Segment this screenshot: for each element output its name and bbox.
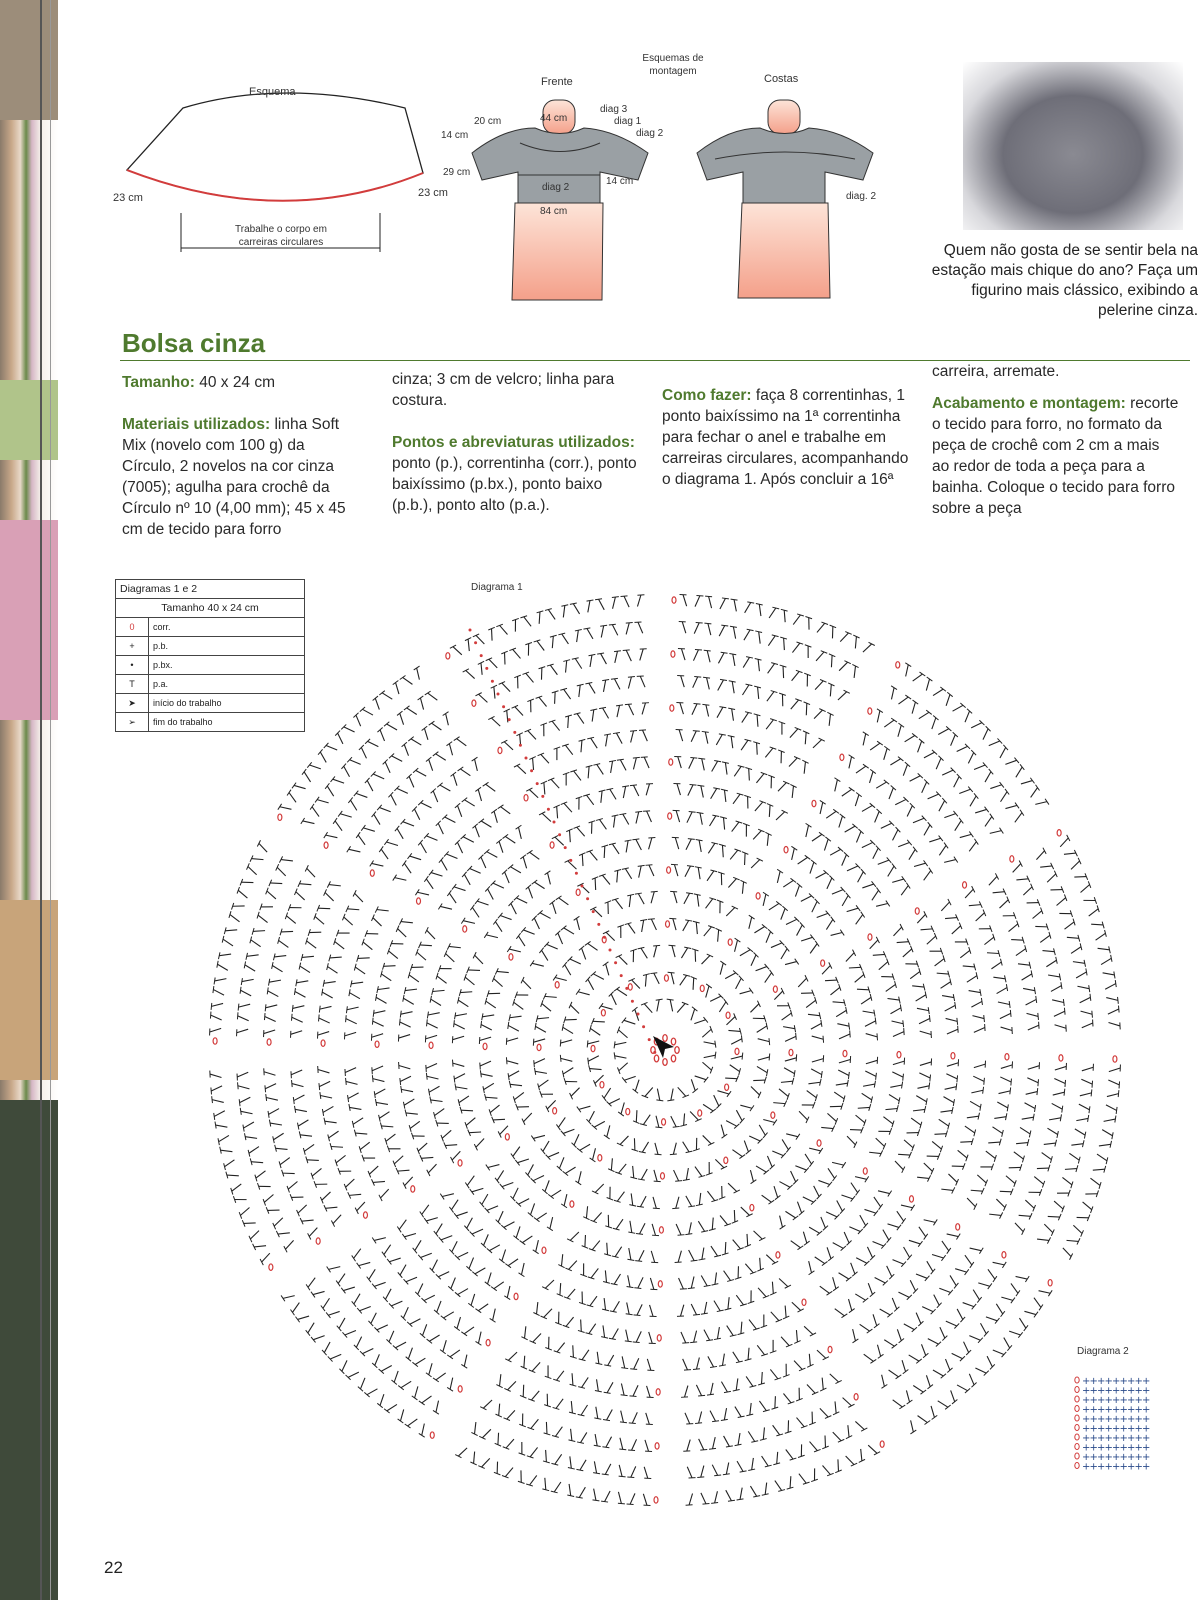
col4-cont-text: carreira, arremate. — [932, 363, 1060, 380]
svg-text:+: + — [1142, 1376, 1151, 1387]
svg-text:+: + — [1134, 1414, 1143, 1425]
label-diag3: diag 3 — [600, 104, 628, 115]
svg-text:+: + — [1134, 1442, 1143, 1454]
svg-text:+: + — [1104, 1442, 1113, 1454]
svg-text:+: + — [1089, 1452, 1098, 1463]
svg-text:+: + — [1089, 1442, 1098, 1454]
svg-text:+: + — [1127, 1414, 1136, 1425]
photo-caption: Quem não gosta de se sentir bela na estação mais chique do ano? Faça um figurino mais clássico, exibindo a pelerine cinza. — [931, 242, 1198, 319]
page-number: 22 — [104, 1558, 123, 1577]
svg-text:+: + — [1104, 1395, 1113, 1406]
svg-text:+: + — [1112, 1461, 1121, 1473]
legend-label-start: início do trabalho — [149, 694, 305, 713]
svg-text:+: + — [1142, 1433, 1151, 1444]
svg-text:+: + — [1097, 1433, 1106, 1444]
svg-text:+: + — [1142, 1452, 1151, 1463]
svg-text:+: + — [1104, 1414, 1113, 1425]
svg-text:+: + — [1089, 1376, 1098, 1387]
svg-text:+: + — [1142, 1414, 1151, 1425]
svg-text:+: + — [1127, 1423, 1136, 1435]
svg-text:+: + — [1097, 1395, 1106, 1406]
stitches-label: Pontos e abreviaturas utilizados: — [392, 434, 635, 451]
assembly-title: Esquemas de montagem — [642, 53, 704, 77]
legend-title: Diagramas 1 e 2 — [116, 580, 305, 599]
svg-text:+: + — [1104, 1433, 1113, 1444]
svg-text:+: + — [1104, 1385, 1113, 1397]
svg-text:+: + — [1097, 1452, 1106, 1463]
label-back-diag2: diag. 2 — [846, 191, 877, 202]
svg-text:+: + — [1119, 1452, 1128, 1463]
svg-text:+: + — [1089, 1461, 1098, 1473]
svg-text:+: + — [1112, 1442, 1121, 1454]
size-value: 40 x 24 cm — [194, 374, 276, 391]
svg-text:+: + — [1134, 1433, 1143, 1444]
svg-text:+: + — [1142, 1395, 1151, 1406]
svg-text:+: + — [1082, 1433, 1091, 1444]
svg-text:+: + — [1082, 1385, 1091, 1397]
svg-text:+: + — [1104, 1376, 1113, 1387]
svg-text:+: + — [1119, 1385, 1128, 1397]
svg-text:+: + — [1082, 1395, 1091, 1406]
svg-text:+: + — [1127, 1461, 1136, 1473]
article-col-2 — [392, 369, 642, 516]
svg-text:+: + — [1112, 1404, 1121, 1416]
svg-text:+: + — [1097, 1414, 1106, 1425]
svg-text:+: + — [1112, 1385, 1121, 1397]
svg-text:+: + — [1134, 1461, 1143, 1473]
svg-text:+: + — [1082, 1442, 1091, 1454]
svg-text:+: + — [1127, 1395, 1136, 1406]
binding-line — [50, 0, 51, 1600]
materials-text: linha Soft Mix (novelo com 100 g) da Círculo, 2 novelos na cor cinza (7005); agulha para crochê da Círculo nº 10 (4,00 mm); 45 x 45 cm de tecido para forro — [122, 416, 346, 538]
diagram1-stitches — [210, 595, 1121, 1506]
pelerine-photo — [963, 62, 1183, 230]
back-title: Costas — [764, 73, 799, 85]
label-diag2: diag 2 — [636, 128, 664, 139]
svg-text:+: + — [1119, 1442, 1128, 1454]
svg-text:+: + — [1119, 1414, 1128, 1425]
svg-text:+: + — [1082, 1376, 1091, 1387]
svg-text:+: + — [1119, 1376, 1128, 1387]
svg-text:+: + — [1112, 1414, 1121, 1425]
svg-text:+: + — [1082, 1461, 1091, 1473]
svg-text:+: + — [1119, 1423, 1128, 1435]
svg-text:+: + — [1134, 1385, 1143, 1397]
finish-text: recorte o tecido para forro, no formato da peça de crochê com 2 cm a mais ao redor de toda a peça para a bainha. Coloque o tecido para forro sobre a peça — [932, 395, 1179, 517]
diagram2-crochet-chart — [1070, 1360, 1170, 1480]
size-label: Tamanho: — [122, 374, 195, 391]
legend-label-slst: p.bx. — [149, 656, 305, 675]
assembly-figures — [460, 95, 890, 310]
svg-text:+: + — [1127, 1433, 1136, 1444]
svg-text:+: + — [1112, 1452, 1121, 1463]
svg-text:+: + — [1119, 1461, 1128, 1473]
diagram1-title: Diagrama 1 — [471, 582, 523, 593]
article-col-4 — [932, 361, 1180, 519]
shape-side-left: 23 cm — [113, 192, 143, 204]
svg-text:+: + — [1119, 1433, 1128, 1444]
svg-text:+: + — [1097, 1404, 1106, 1416]
svg-text:+: + — [1082, 1404, 1091, 1416]
svg-text:+: + — [1112, 1376, 1121, 1387]
svg-text:+: + — [1142, 1461, 1151, 1473]
svg-text:+: + — [1142, 1385, 1151, 1397]
legend-symbol-start: ➤ — [116, 694, 149, 713]
svg-text:+: + — [1127, 1404, 1136, 1416]
svg-text:+: + — [1142, 1442, 1151, 1454]
svg-text:+: + — [1112, 1433, 1121, 1444]
svg-text:+: + — [1089, 1414, 1098, 1425]
section-title: Bolsa cinza — [122, 328, 266, 358]
legend-symbol-sc: + — [116, 637, 149, 656]
svg-text:+: + — [1097, 1423, 1106, 1435]
how-label: Como fazer: — [662, 387, 752, 404]
label-29cm: 29 cm — [443, 167, 471, 178]
label-84cm: 84 cm — [540, 206, 568, 217]
label-diag2-center: diag 2 — [542, 182, 570, 193]
svg-text:+: + — [1082, 1452, 1091, 1463]
article-col-3 — [662, 385, 912, 490]
svg-text:+: + — [1089, 1433, 1098, 1444]
svg-text:+: + — [1104, 1423, 1113, 1435]
col2-cont-text: cinza; 3 cm de velcro; linha para costura. — [392, 371, 615, 409]
svg-text:+: + — [1127, 1385, 1136, 1397]
stitches-text: ponto (p.), correntinha (corr.), ponto baixíssimo (p.bx.), ponto baixo (p.b.), ponto alto (p.a.). — [392, 455, 637, 514]
label-diag1: diag 1 — [614, 116, 642, 127]
svg-text:+: + — [1142, 1423, 1151, 1435]
shape-note: Trabalhe o corpo em carreiras circulares — [235, 224, 327, 248]
svg-text:+: + — [1082, 1423, 1091, 1435]
binding-line — [40, 0, 42, 1600]
diagram2-stitches — [1075, 1376, 1151, 1473]
svg-text:+: + — [1119, 1395, 1128, 1406]
svg-text:+: + — [1104, 1404, 1113, 1416]
svg-text:+: + — [1142, 1404, 1151, 1416]
legend-symbol-chain: 0 — [116, 618, 149, 637]
svg-text:+: + — [1089, 1404, 1098, 1416]
shape-title: Esquema — [249, 86, 296, 98]
svg-text:+: + — [1097, 1461, 1106, 1473]
legend-symbol-end: ➢ — [116, 713, 149, 732]
label-20cm: 20 cm — [474, 116, 502, 127]
label-14cm: 14 cm — [441, 130, 469, 141]
label-44cm: 44 cm — [540, 113, 568, 124]
svg-text:+: + — [1089, 1385, 1098, 1397]
front-figure — [472, 100, 648, 300]
legend-subtitle: Tamanho 40 x 24 cm — [116, 599, 305, 618]
shape-side-right: 23 cm — [418, 187, 448, 199]
article-col-1 — [122, 372, 362, 540]
svg-text:+: + — [1119, 1404, 1128, 1416]
svg-text:+: + — [1089, 1395, 1098, 1406]
materials-label: Materiais utilizados: — [122, 416, 271, 433]
svg-text:+: + — [1134, 1395, 1143, 1406]
svg-text:+: + — [1134, 1452, 1143, 1463]
svg-text:+: + — [1127, 1376, 1136, 1387]
legend-symbol-dc: T — [116, 675, 149, 694]
legend-label-dc: p.a. — [149, 675, 305, 694]
svg-text:+: + — [1134, 1376, 1143, 1387]
svg-text:+: + — [1134, 1404, 1143, 1416]
legend-label-end: fim do trabalho — [149, 713, 305, 732]
svg-text:+: + — [1097, 1442, 1106, 1454]
svg-text:+: + — [1097, 1376, 1106, 1387]
svg-text:+: + — [1082, 1414, 1091, 1425]
how-text: faça 8 correntinhas, 1 ponto baixíssimo na 1ª correntinha para fechar o anel e trabalhe em carreiras circulares, acompanhando o diagrama 1. Após concluir a 16ª — [662, 387, 909, 488]
svg-text:+: + — [1097, 1385, 1106, 1397]
svg-text:+: + — [1112, 1423, 1121, 1435]
label-14cm-b: 14 cm — [606, 176, 634, 187]
svg-text:+: + — [1104, 1452, 1113, 1463]
svg-text:+: + — [1127, 1452, 1136, 1463]
diagram1-crochet-chart — [190, 580, 1150, 1540]
legend-label-chain: corr. — [149, 618, 305, 637]
finish-label: Acabamento e montagem: — [932, 395, 1126, 412]
svg-text:+: + — [1089, 1423, 1098, 1435]
svg-text:+: + — [1112, 1395, 1121, 1406]
legend-symbol-slst: • — [116, 656, 149, 675]
diagram2-title: Diagrama 2 — [1077, 1346, 1129, 1357]
svg-text:+: + — [1127, 1442, 1136, 1454]
legend-label-sc: p.b. — [149, 637, 305, 656]
svg-text:+: + — [1104, 1461, 1113, 1473]
svg-text:+: + — [1134, 1423, 1143, 1435]
front-title: Frente — [541, 76, 573, 88]
